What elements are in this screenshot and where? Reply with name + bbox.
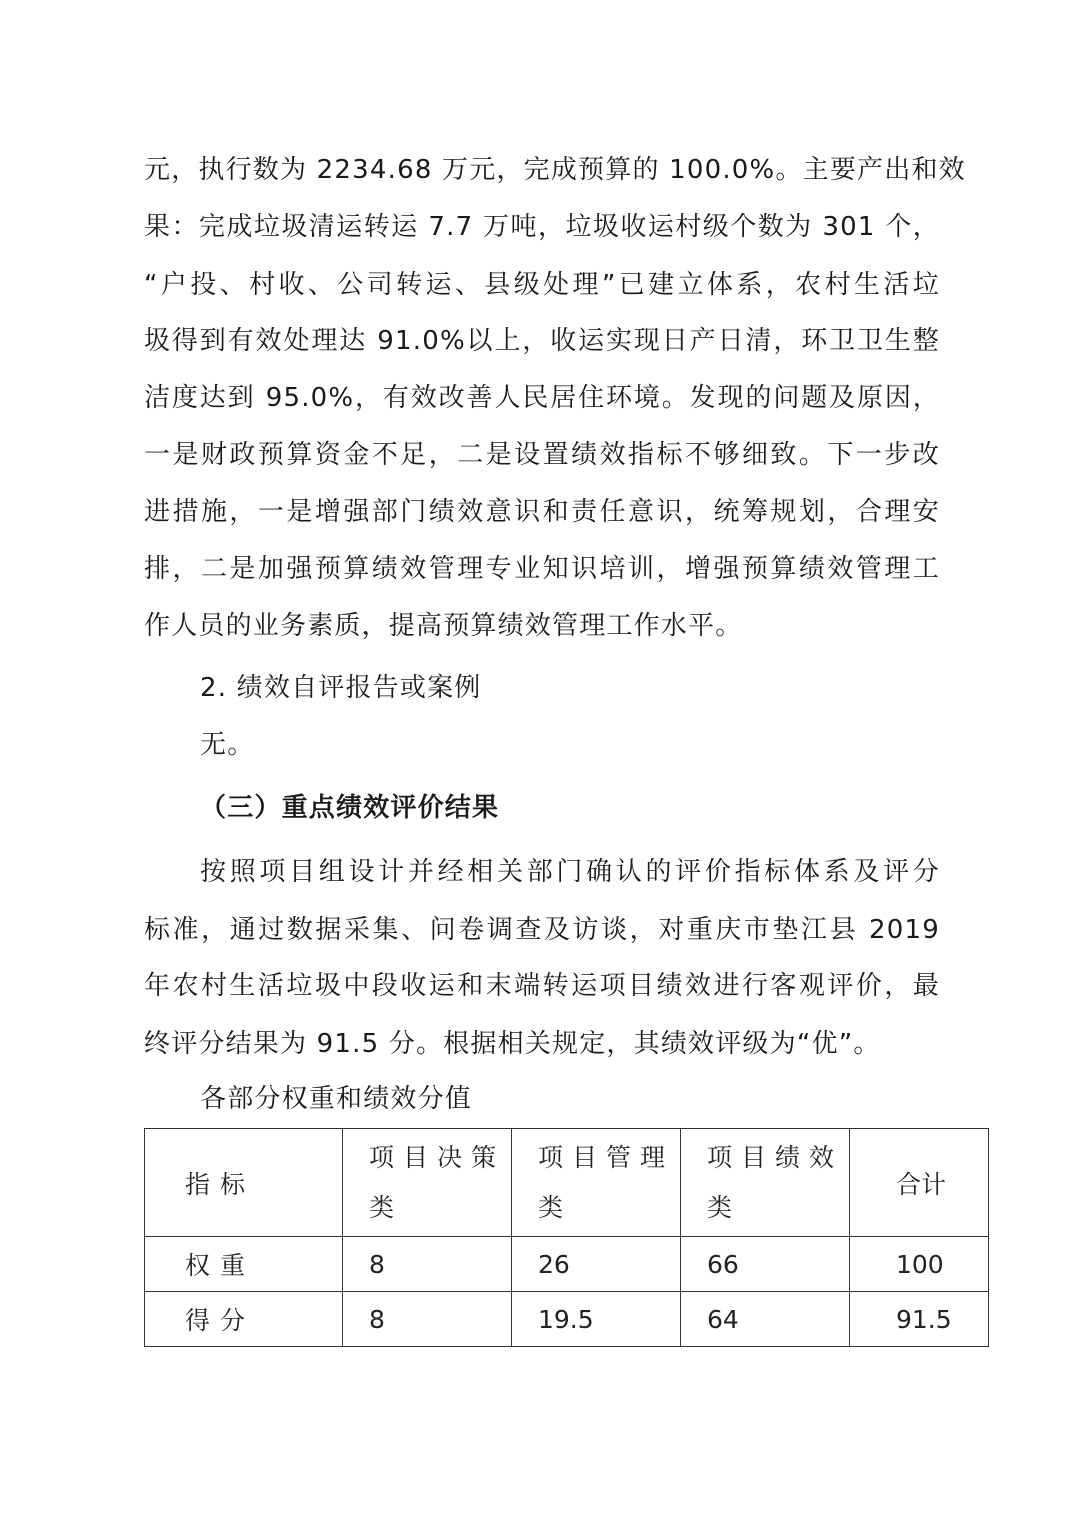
paragraph-line: 年农村生活垃圾中段收运和末端转运项目绩效进行客观评价，最 xyxy=(144,971,940,1001)
paragraph-line: 圾得到有效处理达 91.0%以上，收运实现日产日清，环卫卫生整 xyxy=(144,326,940,356)
header-cell: 指标 xyxy=(145,1129,343,1237)
paragraph-line: 元，执行数为 2234.68 万元，完成预算的 100.0%。主要产出和效 xyxy=(144,155,966,185)
paragraph-line: 标准，通过数据采集、问卷调查及访谈，对重庆市垫江县 2019 xyxy=(144,915,940,945)
paragraph-line: 按照项目组设计并经相关部门确认的评价指标体系及评分 xyxy=(200,857,940,887)
table-cell: 91.5 xyxy=(850,1292,989,1347)
table-cell: 66 xyxy=(681,1237,850,1292)
paragraph-line: 排，二是加强预算绩效管理专业知识培训，增强预算绩效管理工 xyxy=(144,554,940,584)
paragraph-line: 进措施，一是增强部门绩效意识和责任意识，统筹规划，合理安 xyxy=(144,497,940,527)
table-cell: 19.5 xyxy=(512,1292,681,1347)
table-cell: 8 xyxy=(343,1292,512,1347)
header-cell: 项目绩效类 xyxy=(681,1129,850,1237)
score-table xyxy=(144,1128,989,1347)
table-row xyxy=(145,1292,989,1347)
table-cell: 26 xyxy=(512,1237,681,1292)
paragraph-line: 一是财政预算资金不足，二是设置绩效指标不够细致。下一步改 xyxy=(144,440,940,470)
paragraph-line: 作人员的业务素质，提高预算绩效管理工作水平。 xyxy=(144,611,743,641)
paragraph-line: 洁度达到 95.0%，有效改善人民居住环境。发现的问题及原因， xyxy=(144,383,940,413)
section-body: 无。 xyxy=(200,730,255,760)
table-header-row xyxy=(145,1129,989,1237)
paragraph-line: “户投、村收、公司转运、县级处理”已建立体系，农村生活垃 xyxy=(144,270,940,300)
table-cell: 100 xyxy=(850,1237,989,1292)
table-caption: 各部分权重和绩效分值 xyxy=(200,1084,473,1114)
header-cell: 项目管理类 xyxy=(512,1129,681,1237)
paragraph-line: 终评分结果为 91.5 分。根据相关规定，其绩效评级为“优”。 xyxy=(144,1029,881,1059)
table-cell: 8 xyxy=(343,1237,512,1292)
section-heading: （三）重点绩效评价结果 xyxy=(200,793,500,823)
row-label: 权重 xyxy=(145,1237,343,1292)
section-title: 2. 绩效自评报告或案例 xyxy=(200,673,482,703)
row-label: 得分 xyxy=(145,1292,343,1347)
header-cell: 项目决策类 xyxy=(343,1129,512,1237)
header-cell: 合计 xyxy=(850,1129,989,1237)
table-cell: 64 xyxy=(681,1292,850,1347)
table-row xyxy=(145,1237,989,1292)
paragraph-line: 果：完成垃圾清运转运 7.7 万吨，垃圾收运村级个数为 301 个， xyxy=(144,212,940,242)
